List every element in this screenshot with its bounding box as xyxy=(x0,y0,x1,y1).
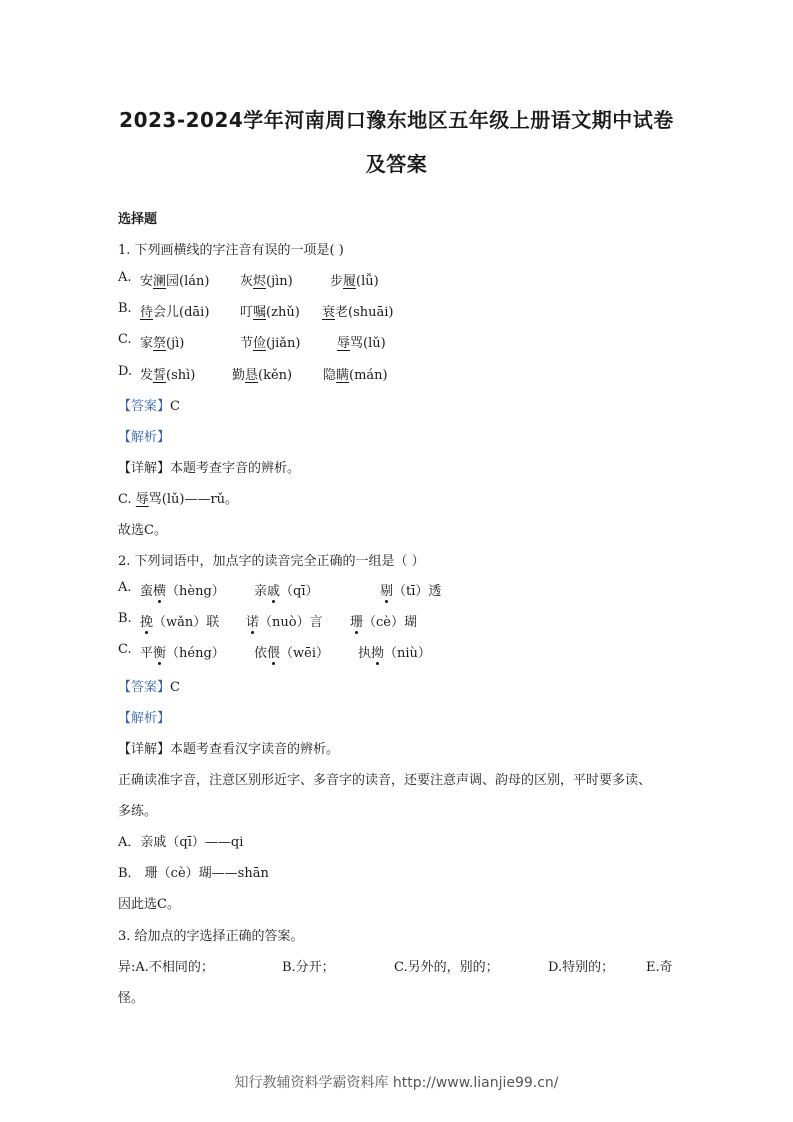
q2-b-word3: 珊（cè）瑚 xyxy=(350,611,417,630)
q3-option-b: B.分开； xyxy=(282,960,335,975)
q1-d-word2: 勤恳(kěn) xyxy=(232,368,293,383)
q3-option-d: D.特别的； xyxy=(548,960,615,975)
q1-correction: C. 辱骂(lǔ)——rǔ。 xyxy=(118,492,239,507)
q2-a-word3: 剔（tī）透 xyxy=(380,580,441,599)
q1-b-word1: 待会儿(dāi) xyxy=(140,305,210,320)
q1-a-word2: 灰烬(jìn) xyxy=(240,274,293,289)
option-label: B. xyxy=(118,611,132,626)
q1-b-word3: 衰老(shuāi) xyxy=(322,305,394,320)
q2-c-word2: 依偎（wēi） xyxy=(254,642,329,661)
q2-stem: 2. 下列词语中，加点字的读音完全正确的一组是（ ） xyxy=(118,554,425,569)
q3-option-e: E.奇 xyxy=(646,960,673,975)
q2-option-c xyxy=(118,642,478,660)
q2-a-word2: 亲戚（qī） xyxy=(254,580,319,599)
q2-b-word1: 挽（wǎn）联 xyxy=(140,611,219,630)
q1-d-word1: 发誓(shì) xyxy=(140,368,196,383)
q1-analysis-tag: 【解析】 xyxy=(118,430,171,445)
page-title-line2: 及答案 xyxy=(365,152,428,176)
q1-conclusion: 故选C。 xyxy=(118,523,167,538)
q1-answer xyxy=(118,395,180,414)
q2-c-word3: 执拗（niù） xyxy=(358,642,431,661)
q1-option-a xyxy=(118,270,478,288)
q1-option-b xyxy=(118,301,478,319)
q1-detail: 【详解】本题考查字音的辨析。 xyxy=(118,461,301,476)
option-label: C. xyxy=(118,642,132,657)
q2-conclusion: 因此选C。 xyxy=(118,897,180,912)
q1-a-word1: 安澜园(lán) xyxy=(140,274,210,289)
q1-a-word3: 步履(lǚ) xyxy=(330,274,379,289)
q3-continuation: 怪。 xyxy=(118,991,145,1006)
answer-tag: 【答案】 xyxy=(118,399,171,414)
q1-stem: 1. 下列画横线的字注音有误的一项是( ) xyxy=(118,243,344,258)
option-label: C. xyxy=(118,332,132,347)
q2-c-word1: 平衡（héng） xyxy=(140,642,225,661)
q2-detail: 【详解】本题考查看汉字读音的辨析。 xyxy=(118,742,340,757)
q1-c-word2: 节俭(jiǎn) xyxy=(240,336,301,351)
option-label: B. xyxy=(118,301,132,316)
q2-paragraph-line2: 多练。 xyxy=(118,804,158,819)
answer-value: C xyxy=(170,680,180,695)
q3-option-c: C.另外的，别的； xyxy=(394,960,499,975)
q2-option-a xyxy=(118,580,478,598)
q2-option-b xyxy=(118,611,478,629)
q2-answer xyxy=(118,676,180,695)
option-label: D. xyxy=(118,364,133,379)
q1-option-c xyxy=(118,332,478,350)
q2-a-word1: 蛮横（hèng） xyxy=(140,580,225,599)
q1-d-word3: 隐瞒(mán) xyxy=(323,368,388,383)
q2-note-b: B． 珊（cè）瑚——shān xyxy=(118,866,269,881)
q1-b-word2: 叮嘱(zhǔ) xyxy=(240,305,300,320)
q2-note-a: A．亲戚（qī）——qi xyxy=(118,835,244,850)
answer-value: C xyxy=(170,399,180,414)
page-title: 2023-2024学年河南周口豫东地区五年级上册语文期中试卷 xyxy=(119,108,674,132)
page-footer: 知行教辅资料学霸资料库 http://www.lianjie99.cn/ xyxy=(234,1075,559,1091)
q2-b-word2: 诺（nuò）言 xyxy=(246,611,323,630)
q2-paragraph-line1: 正确读准字音，注意区别形近字、多音字的读音，还要注意声调、韵母的区别，平时要多读、 xyxy=(118,773,652,788)
section-heading: 选择题 xyxy=(118,212,158,227)
q3-options xyxy=(118,956,678,974)
q3-prefix-and-a: 异:A.不相同的； xyxy=(118,960,214,975)
q3-stem: 3. 给加点的字选择正确的答案。 xyxy=(118,929,304,944)
option-label: A. xyxy=(118,580,132,595)
q1-option-d xyxy=(118,364,478,382)
q2-analysis-tag: 【解析】 xyxy=(118,711,171,726)
answer-tag: 【答案】 xyxy=(118,680,171,695)
q1-c-word3: 辱骂(lǔ) xyxy=(337,336,386,351)
option-label: A. xyxy=(118,270,132,285)
q1-c-word1: 家祭(jì) xyxy=(140,336,185,351)
